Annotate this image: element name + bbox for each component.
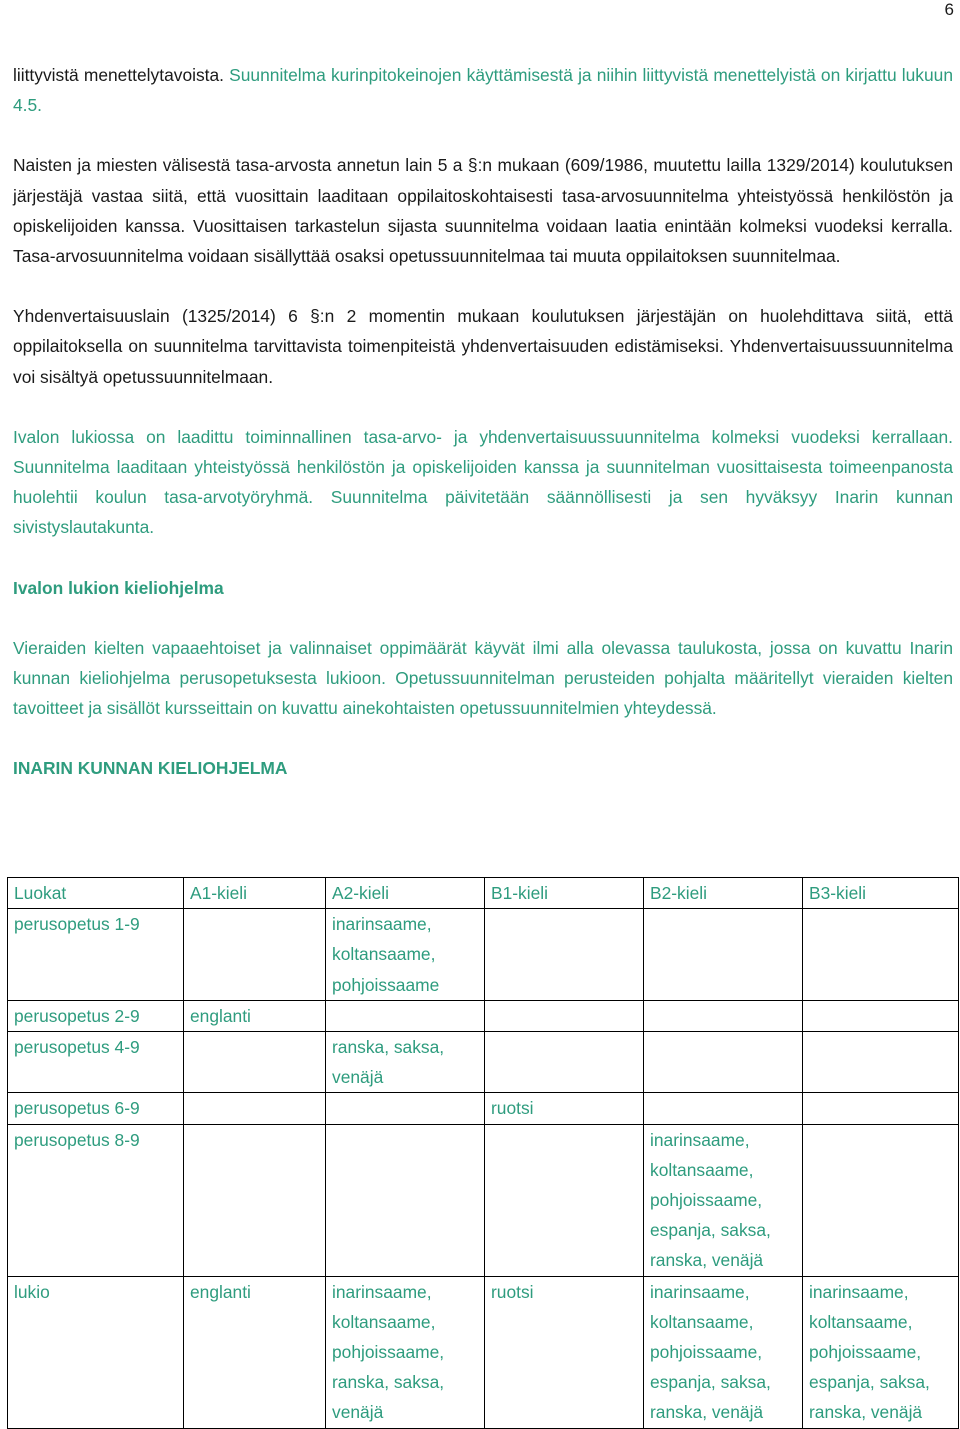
table-cell-line <box>650 1093 796 1123</box>
table-cell-line <box>809 1001 952 1031</box>
table-cell-line: englanti <box>190 1281 251 1302</box>
table-cell <box>644 1000 803 1031</box>
p5-text-a: Vieraiden kielten vapaaehtoiset ja valinnaiset oppimäärät käyvät ilmi alla olevassa taulukosta, jossa on kuvattu Inarin kunnan kieliohjelma perusopetuksesta lukioon. <box>13 637 953 689</box>
paragraph-2 <box>13 150 953 271</box>
table-cell-line <box>491 1125 637 1155</box>
table-cell <box>485 909 644 1001</box>
p2-text-b: Vuosittaisen tarkastelun sijasta suunnitelma voidaan laatia enintään kolmeksi vuodeksi kerralla. <box>193 215 953 236</box>
table-cell-line: koltansaame, <box>809 1311 913 1332</box>
table-cell-line <box>491 1001 637 1031</box>
table-cell <box>644 1276 803 1428</box>
table-cell-line <box>809 909 952 939</box>
p4-text-a: Ivalon lukiossa on laadittu toiminnallinen tasa-arvo- ja yhdenvertaisuussuunnitelma kolmeksi vuodeksi kerrallaan. <box>13 426 953 447</box>
table-cell <box>644 1093 803 1124</box>
table-row <box>8 1276 959 1428</box>
table-cell-line: ranska, saksa, <box>332 1037 445 1058</box>
paragraph-4 <box>13 422 953 543</box>
table-cell <box>326 909 485 1001</box>
p1-green-text: Suunnitelma kurinpitokeinojen käyttämisestä ja niihin liittyvistä menettelyistä on kirjattu lukuun 4.5. <box>13 65 954 116</box>
table-cell-line: perusopetus 8-9 <box>14 1129 140 1150</box>
table-cell-line <box>491 1032 637 1062</box>
table-cell <box>485 1032 644 1093</box>
table-cell <box>485 1000 644 1031</box>
table-cell <box>644 1032 803 1093</box>
paragraph-1 <box>13 60 953 120</box>
table-cell <box>326 1000 485 1031</box>
document-body <box>13 60 953 784</box>
table-row <box>8 1032 959 1093</box>
table-cell <box>184 1276 326 1428</box>
table-cell <box>485 1124 644 1276</box>
table-cell-line: pohjoissaame, <box>809 1342 922 1363</box>
table-cell-line <box>809 1125 952 1155</box>
table-cell-line: perusopetus 6-9 <box>14 1098 140 1119</box>
table-cell <box>184 1124 326 1276</box>
p2-text-c: Tasa-arvosuunnitelma voidaan sisällyttää osaksi opetussuunnitelmaa tai muuta oppilaitoksen suunnitelmaa. <box>13 246 841 267</box>
table-cell-line: espanja, saksa, <box>809 1372 930 1393</box>
table-cell <box>8 909 184 1001</box>
table-cell-line: ruotsi <box>491 1281 534 1302</box>
table-cell-line: espanja, saksa, <box>650 1220 771 1241</box>
table-cell-line <box>491 909 637 939</box>
table-row <box>8 909 959 1001</box>
table-cell <box>644 1124 803 1276</box>
paragraph-5 <box>13 633 953 724</box>
table-cell <box>803 1093 959 1124</box>
table-cell-line <box>650 1032 796 1062</box>
table-cell-line: ranska, venäjä <box>809 1402 923 1423</box>
p4-text-c: Suunnitelma päivitetään säännöllisesti ja sen hyväksyy Inarin kunnan sivistyslautakunta. <box>13 487 953 538</box>
table-cell-line: ranska, venäjä <box>650 1250 764 1271</box>
table-row <box>8 1000 959 1031</box>
table-row <box>8 1124 959 1276</box>
p5-text-b: Opetussuunnitelman perusteiden pohjalta määritellyt vieraiden kielten tavoitteet ja sisällöt kursseittain on kuvattu ainekohtaisten opetussuunnitelmien yhteydessä. <box>13 668 953 719</box>
table-cell-line: pohjoissaame, <box>332 1342 445 1363</box>
table-cell-line: inarinsaame, <box>332 914 432 935</box>
table-cell-line: englanti <box>190 1005 251 1026</box>
table-cell-line: pohjoissaame, <box>650 1190 763 1211</box>
table-cell-line: ranska, saksa, <box>332 1372 445 1393</box>
table-cell-line <box>332 1125 478 1155</box>
table-cell <box>8 1276 184 1428</box>
table-cell <box>326 1276 485 1428</box>
table-cell <box>8 1000 184 1031</box>
table-cell <box>803 1032 959 1093</box>
table-cell <box>326 1093 485 1124</box>
table-cell-line: perusopetus 4-9 <box>14 1037 140 1058</box>
table-cell <box>8 1032 184 1093</box>
table-cell-line: koltansaame, <box>650 1159 754 1180</box>
table-cell <box>184 1093 326 1124</box>
table-title: INARIN KUNNAN KIELIOHJELMA <box>13 758 288 779</box>
table-cell-line: inarinsaame, <box>650 1129 750 1150</box>
table-cell-line: pohjoissaame, <box>650 1342 763 1363</box>
table-cell <box>8 1124 184 1276</box>
table-cell-line <box>809 1032 952 1062</box>
table-cell <box>803 1124 959 1276</box>
table-cell-line <box>650 909 796 939</box>
table-cell <box>326 1124 485 1276</box>
table-cell-line <box>190 909 319 939</box>
table-cell-line <box>190 1093 319 1123</box>
header-cell: A1-kieli <box>184 878 326 909</box>
header-cell: B2-kieli <box>644 878 803 909</box>
table-cell <box>184 1000 326 1031</box>
p2-text-a: Naisten ja miesten välisestä tasa-arvosta annetun lain 5 a §:n mukaan (609/1986, muutettu lailla 1329/2014) koulutuksen järjestäjä vastaa siitä, että vuosittain laaditaan oppilaitoskohtaisesti tasa-arvosuunnitelma yhteistyössä henkilöstön ja opiskelijoiden kanssa. <box>13 155 953 236</box>
table-cell-line <box>332 1093 478 1123</box>
header-cell: Luokat <box>8 878 184 909</box>
table-cell-line <box>190 1125 319 1155</box>
table-cell <box>803 909 959 1001</box>
table-cell <box>485 1093 644 1124</box>
header-cell: A2-kieli <box>326 878 485 909</box>
table-row <box>8 1093 959 1124</box>
table-cell-line: inarinsaame, <box>809 1281 909 1302</box>
table-cell-line: lukio <box>14 1281 50 1302</box>
table-cell-line <box>809 1093 952 1123</box>
table-cell-line: inarinsaame, <box>332 1281 432 1302</box>
p4-text-b: Suunnitelma laaditaan yhteistyössä henkilöstön ja opiskelijoiden kanssa ja suunnitelman vuosittaisesta toimeenpanosta huolehtii koulun tasa-arvotyöryhmä. <box>13 457 953 508</box>
table-cell <box>184 1032 326 1093</box>
table-cell <box>803 1000 959 1031</box>
table-cell <box>326 1032 485 1093</box>
table-cell-line: ranska, venäjä <box>650 1402 764 1423</box>
p1-text: liittyvistä menettelytavoista. <box>13 65 225 85</box>
header-cell: B1-kieli <box>485 878 644 909</box>
page-number: 6 <box>944 0 954 19</box>
table-cell-line: ruotsi <box>491 1098 534 1119</box>
table-cell-line: venäjä <box>332 1402 384 1423</box>
table-cell-line: pohjoissaame <box>332 974 440 995</box>
table-cell-line: inarinsaame, <box>650 1281 750 1302</box>
table-cell-line: perusopetus 1-9 <box>14 914 140 935</box>
table-header-row <box>8 878 959 909</box>
table-cell <box>184 909 326 1001</box>
table-cell-line <box>190 1032 319 1062</box>
table-cell-line <box>332 1001 478 1031</box>
table-cell-line: espanja, saksa, <box>650 1372 771 1393</box>
language-program-table <box>7 877 959 1429</box>
table-cell-line: koltansaame, <box>650 1311 754 1332</box>
header-cell: B3-kieli <box>803 878 959 909</box>
table-cell <box>803 1276 959 1428</box>
table-cell-line: perusopetus 2-9 <box>14 1005 140 1026</box>
table-cell-line: venäjä <box>332 1067 384 1088</box>
table-cell <box>485 1276 644 1428</box>
table-body <box>8 909 959 1428</box>
table-cell-line: koltansaame, <box>332 1311 436 1332</box>
table-cell <box>8 1093 184 1124</box>
paragraph-3: Yhdenvertaisuuslain (1325/2014) 6 §:n 2 momentin mukaan koulutuksen järjestäjän on huolehdittava siitä, että oppilaitoksella on suunnitelma tarvittavista toimenpiteistä yhdenvertaisuuden edistämiseksi. Yhdenvertaisuussuunnitelma voi sisältyä opetussuunnitelmaan. <box>13 306 953 387</box>
table-cell <box>644 909 803 1001</box>
table-cell-line: koltansaame, <box>332 944 436 965</box>
table-cell-line <box>650 1001 796 1031</box>
section-heading-kieliohjelma: Ivalon lukion kieliohjelma <box>13 577 224 598</box>
